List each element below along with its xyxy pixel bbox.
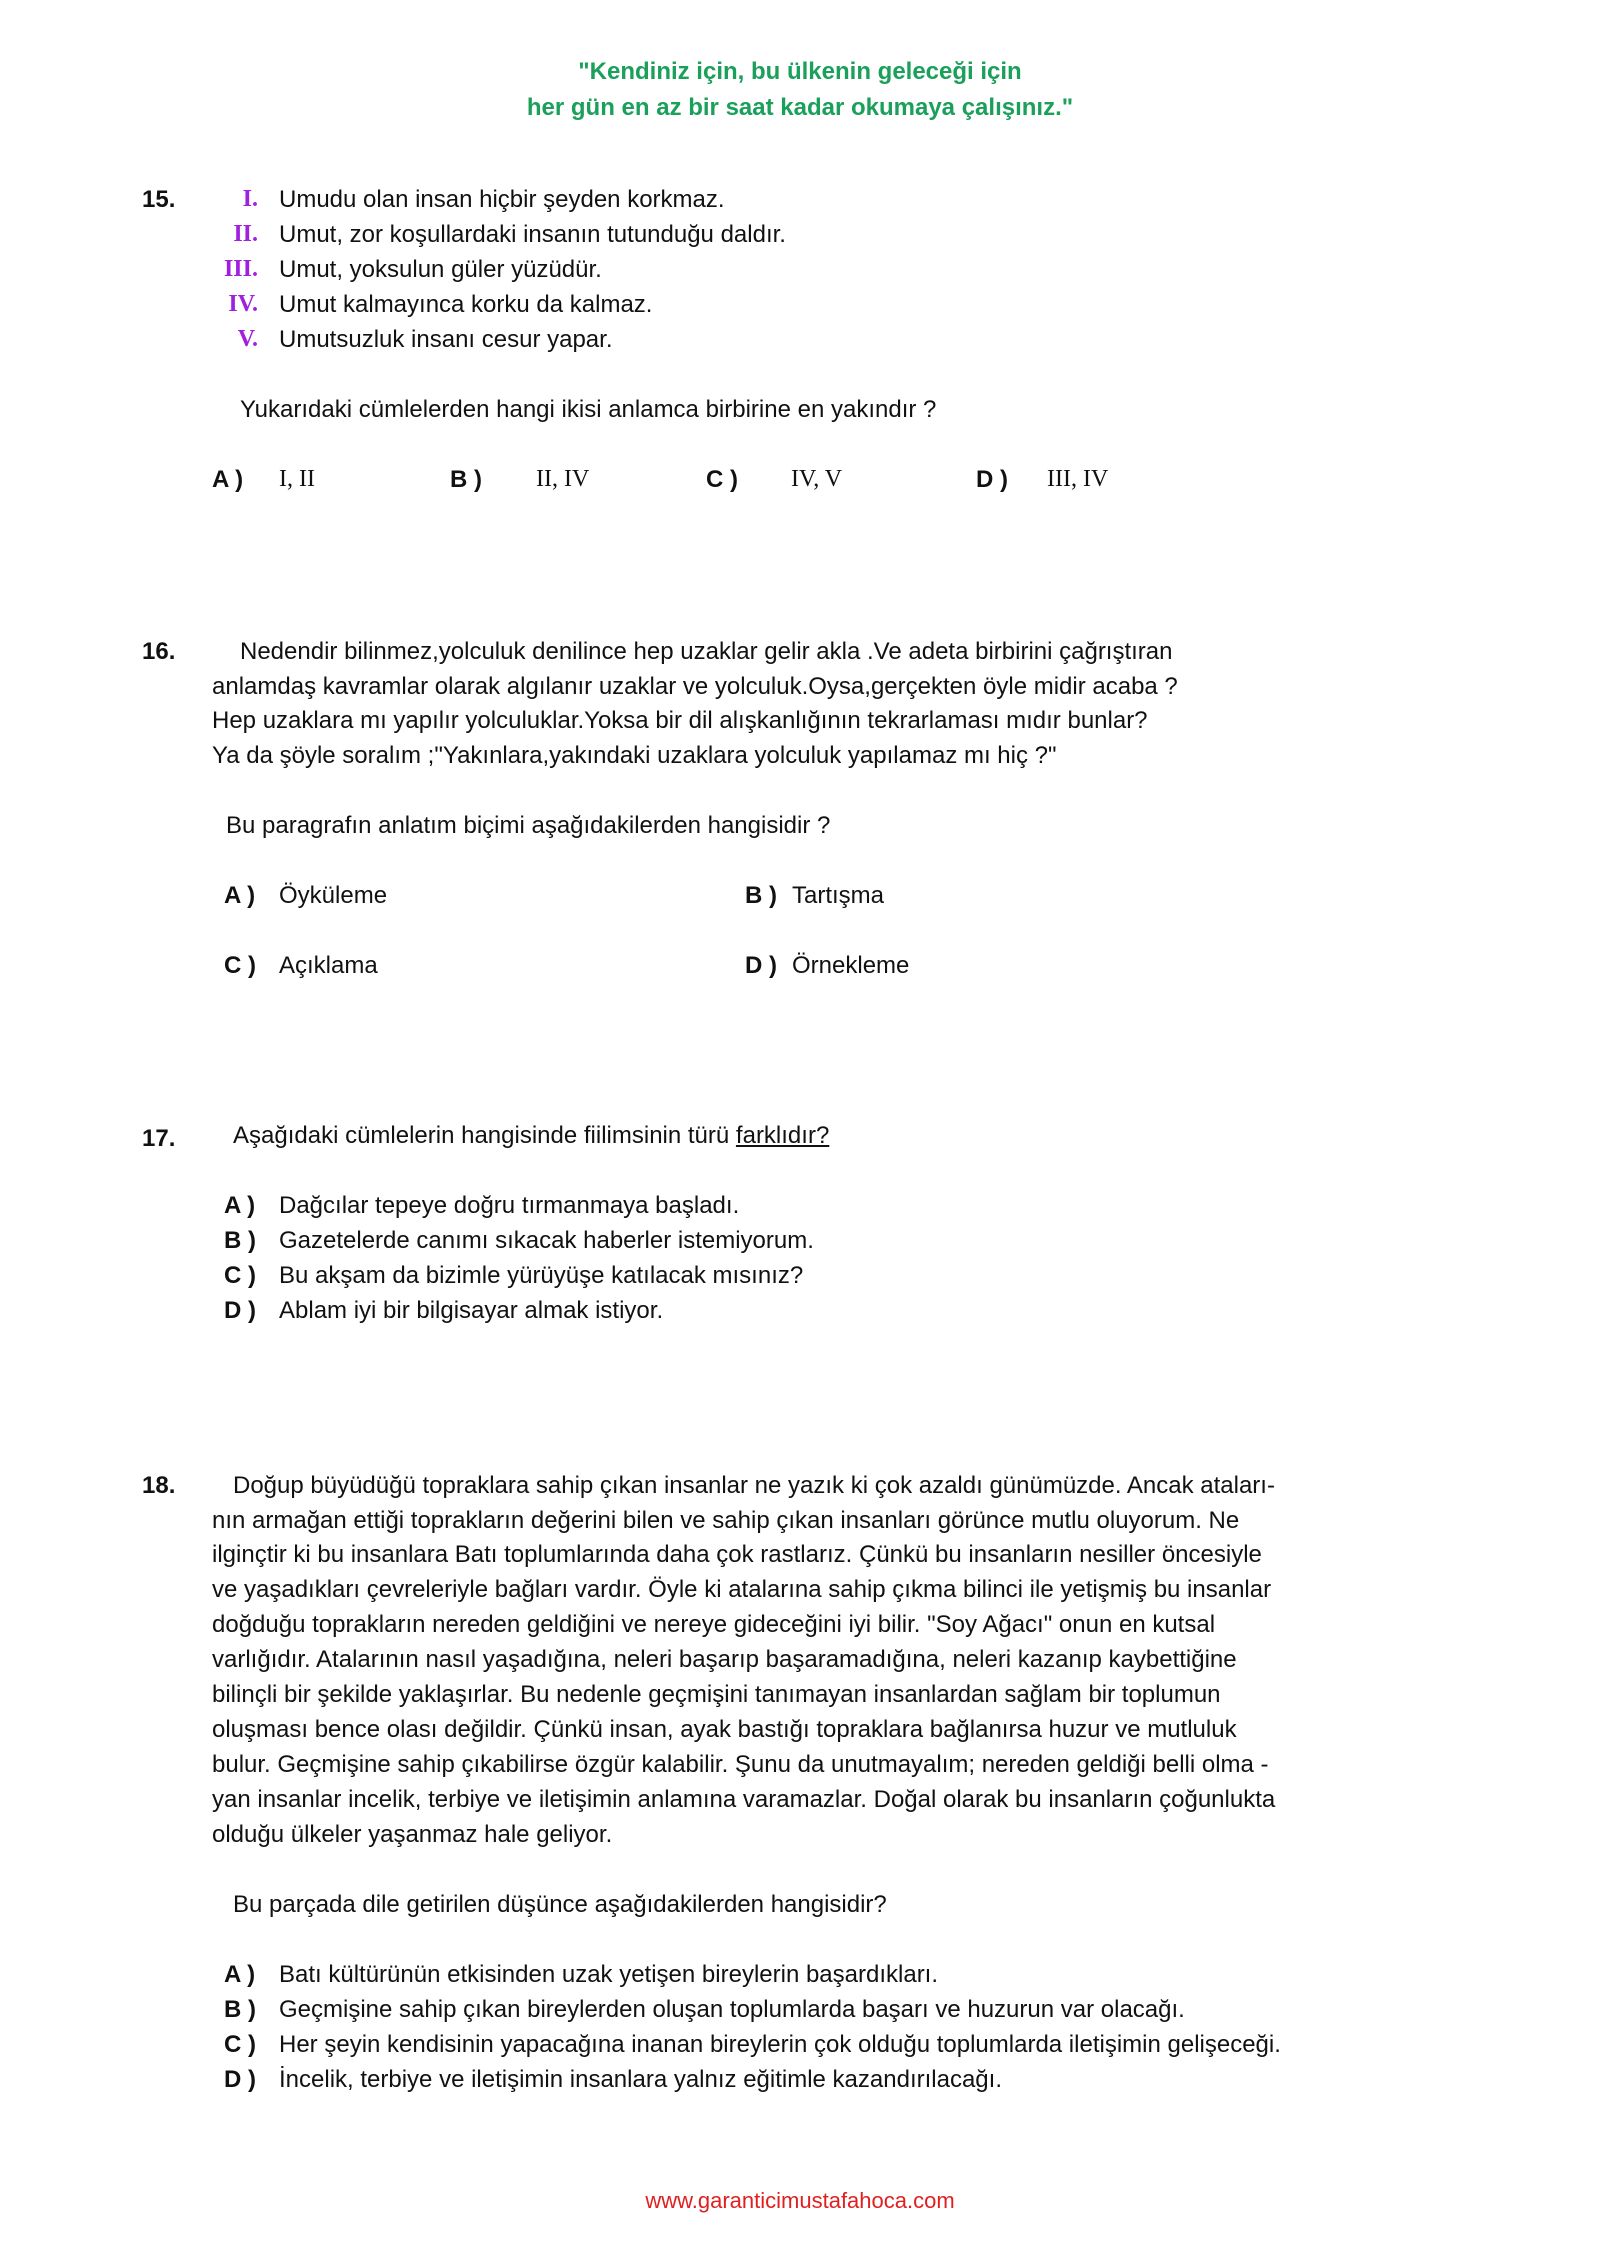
option-label-a[interactable]: A ): [224, 882, 256, 909]
paragraph-line: ilginçtir ki bu insanlara Batı toplumlarında daha çok rastlarız. Çünkü bu insanların nesiller öncesiyle: [212, 1541, 1262, 1568]
paragraph-line: oluşması bence olası değildir. Çünkü insan, ayak bastığı topraklara bağlanırsa huzur ve mutluluk: [212, 1716, 1237, 1743]
option-label-a[interactable]: A ): [224, 1192, 256, 1219]
header-quote-line-1: "Kendiniz için, bu ülkenin geleceği için: [578, 58, 1022, 85]
question-stem: Yukarıdaki cümlelerden hangi ikisi anlamca birbirine en yakındır ?: [240, 396, 937, 423]
option-label-a[interactable]: A ): [212, 466, 244, 493]
roman-numeral: I.: [242, 186, 258, 212]
paragraph-line: ve yaşadıkları çevreleriyle bağları vardır. Öyle ki atalarına sahip çıkma bilinci ile yetişmiş bu insanlar: [212, 1576, 1272, 1603]
option-label-d[interactable]: D ): [745, 952, 777, 979]
option-text-a[interactable]: Öyküleme: [279, 882, 388, 909]
question-stem-underlined: farklıdır?: [735, 1122, 830, 1149]
option-text-a[interactable]: Dağcılar tepeye doğru tırmanmaya başladı.: [279, 1192, 740, 1219]
paragraph-line: doğduğu toprakların nereden geldiğini ve nereye gideceğini iyi bilir. "Soy Ağacı" onun en kutsal: [212, 1611, 1216, 1638]
footer-website-link[interactable]: www.garanticimustafahoca.com: [645, 2188, 955, 2213]
option-label-d[interactable]: D ): [224, 1297, 256, 1324]
option-label-a[interactable]: A ): [224, 1961, 256, 1988]
option-label-b[interactable]: B ): [224, 1996, 256, 2023]
question-stem-text: Aşağıdaki cümlelerin hangisinde fiilimsinin türü: [233, 1122, 736, 1149]
option-text-c[interactable]: Açıklama: [279, 952, 378, 979]
option-text-d[interactable]: III, IV: [1047, 466, 1109, 492]
option-label-c[interactable]: C ): [706, 466, 738, 493]
option-text-b[interactable]: Gazetelerde canımı sıkacak haberler istemiyorum.: [279, 1227, 814, 1254]
option-label-c[interactable]: C ): [224, 1262, 256, 1289]
statement-text: Umudu olan insan hiçbir şeyden korkmaz.: [279, 186, 725, 213]
option-label-d[interactable]: D ): [224, 2066, 256, 2093]
option-label-b[interactable]: B ): [224, 1227, 256, 1254]
statement-text: Umut kalmayınca korku da kalmaz.: [279, 291, 653, 318]
paragraph-line: yan insanlar incelik, terbiye ve iletişimin anlamına varamazlar. Doğal olarak bu insanların çoğunlukta: [212, 1786, 1276, 1813]
paragraph-line: bilinçli bir şekilde yaklaşırlar. Bu nedenle geçmişini tanımayan insanlardan sağlam bir toplumun: [212, 1681, 1221, 1708]
header-quote-line-2: her gün en az bir saat kadar okumaya çalışınız.": [526, 94, 1074, 121]
paragraph-line: anlamdaş kavramlar olarak algılanır uzaklar ve yolculuk.Oysa,gerçekten öyle midir acaba ?: [212, 673, 1178, 700]
option-label-b[interactable]: B ): [745, 882, 777, 909]
statement-text: Umut, zor koşullardaki insanın tutunduğu daldır.: [279, 221, 786, 248]
roman-numeral: III.: [223, 256, 258, 282]
option-text-d[interactable]: İncelik, terbiye ve iletişimin insanlara yalnız eğitimle kazandırılacağı.: [279, 2066, 1002, 2093]
question-stem: Bu parçada dile getirilen düşünce aşağıdakilerden hangisidir?: [233, 1891, 887, 1918]
option-label-b[interactable]: B ): [450, 466, 482, 493]
option-text-a[interactable]: Batı kültürünün etkisinden uzak yetişen bireylerin başardıkları.: [279, 1961, 939, 1988]
option-label-c[interactable]: C ): [224, 2031, 256, 2058]
option-text-c[interactable]: Her şeyin kendisinin yapacağına inanan bireylerin çok olduğu toplumlarda iletişimin gelişeceği.: [279, 2031, 1281, 2058]
option-text-c[interactable]: Bu akşam da bizimle yürüyüşe katılacak mısınız?: [279, 1262, 804, 1289]
paragraph-line: Nedendir bilinmez,yolculuk denilince hep uzaklar gelir akla .Ve adeta birbirini çağrıştıran: [240, 638, 1173, 665]
roman-numeral: V.: [237, 326, 258, 352]
question-number: 18.: [142, 1472, 176, 1499]
option-text-b[interactable]: II, IV: [536, 466, 590, 492]
statement-text: Umutsuzluk insanı cesur yapar.: [279, 326, 613, 353]
statement-text: Umut, yoksulun güler yüzüdür.: [279, 256, 602, 283]
roman-numeral: IV.: [228, 291, 258, 317]
option-label-c[interactable]: C ): [224, 952, 256, 979]
option-text-d[interactable]: Örnekleme: [792, 952, 910, 979]
option-label-d[interactable]: D ): [976, 466, 1008, 493]
option-text-a[interactable]: I, II: [279, 466, 315, 492]
option-text-c[interactable]: IV, V: [791, 466, 843, 492]
paragraph-line: varlığıdır. Atalarının nasıl yaşadığına, neleri başarıp başaramadığına, neleri kazanıp kaybettiğine: [212, 1646, 1237, 1673]
option-text-b[interactable]: Geçmişine sahip çıkan bireylerden oluşan toplumlarda başarı ve huzurun var olacağı.: [279, 1996, 1185, 2023]
question-number: 15.: [142, 186, 176, 213]
question-stem: Bu paragrafın anlatım biçimi aşağıdakilerden hangisidir ?: [226, 812, 831, 839]
option-text-b[interactable]: Tartışma: [792, 882, 885, 909]
paragraph-line: olduğu ülkeler yaşanmaz hale geliyor.: [212, 1821, 613, 1848]
question-number: 17.: [142, 1125, 176, 1152]
question-number: 16.: [142, 638, 176, 665]
paragraph-line: Hep uzaklara mı yapılır yolculuklar.Yoksa bir dil alışkanlığının tekrarlaması mıdır bunlar?: [212, 707, 1148, 734]
paragraph-line: bulur. Geçmişine sahip çıkabilirse özgür kalabilir. Şunu da unutmayalım; nereden geldiği belli olma -: [212, 1751, 1269, 1778]
paragraph-line: Doğup büyüdüğü topraklara sahip çıkan insanlar ne yazık ki çok azaldı günümüzde. Ancak ataları-: [233, 1472, 1275, 1499]
option-text-d[interactable]: Ablam iyi bir bilgisayar almak istiyor.: [279, 1297, 664, 1324]
roman-numeral: II.: [233, 221, 258, 247]
question-stem: [233, 1122, 829, 1150]
paragraph-line: Ya da şöyle soralım ;"Yakınlara,yakındaki uzaklara yolculuk yapılamaz mı hiç ?": [212, 742, 1057, 769]
paragraph-line: nın armağan ettiği toprakların değerini bilen ve sahip çıkan insanları görünce mutlu oluyorum. Ne: [212, 1507, 1240, 1534]
